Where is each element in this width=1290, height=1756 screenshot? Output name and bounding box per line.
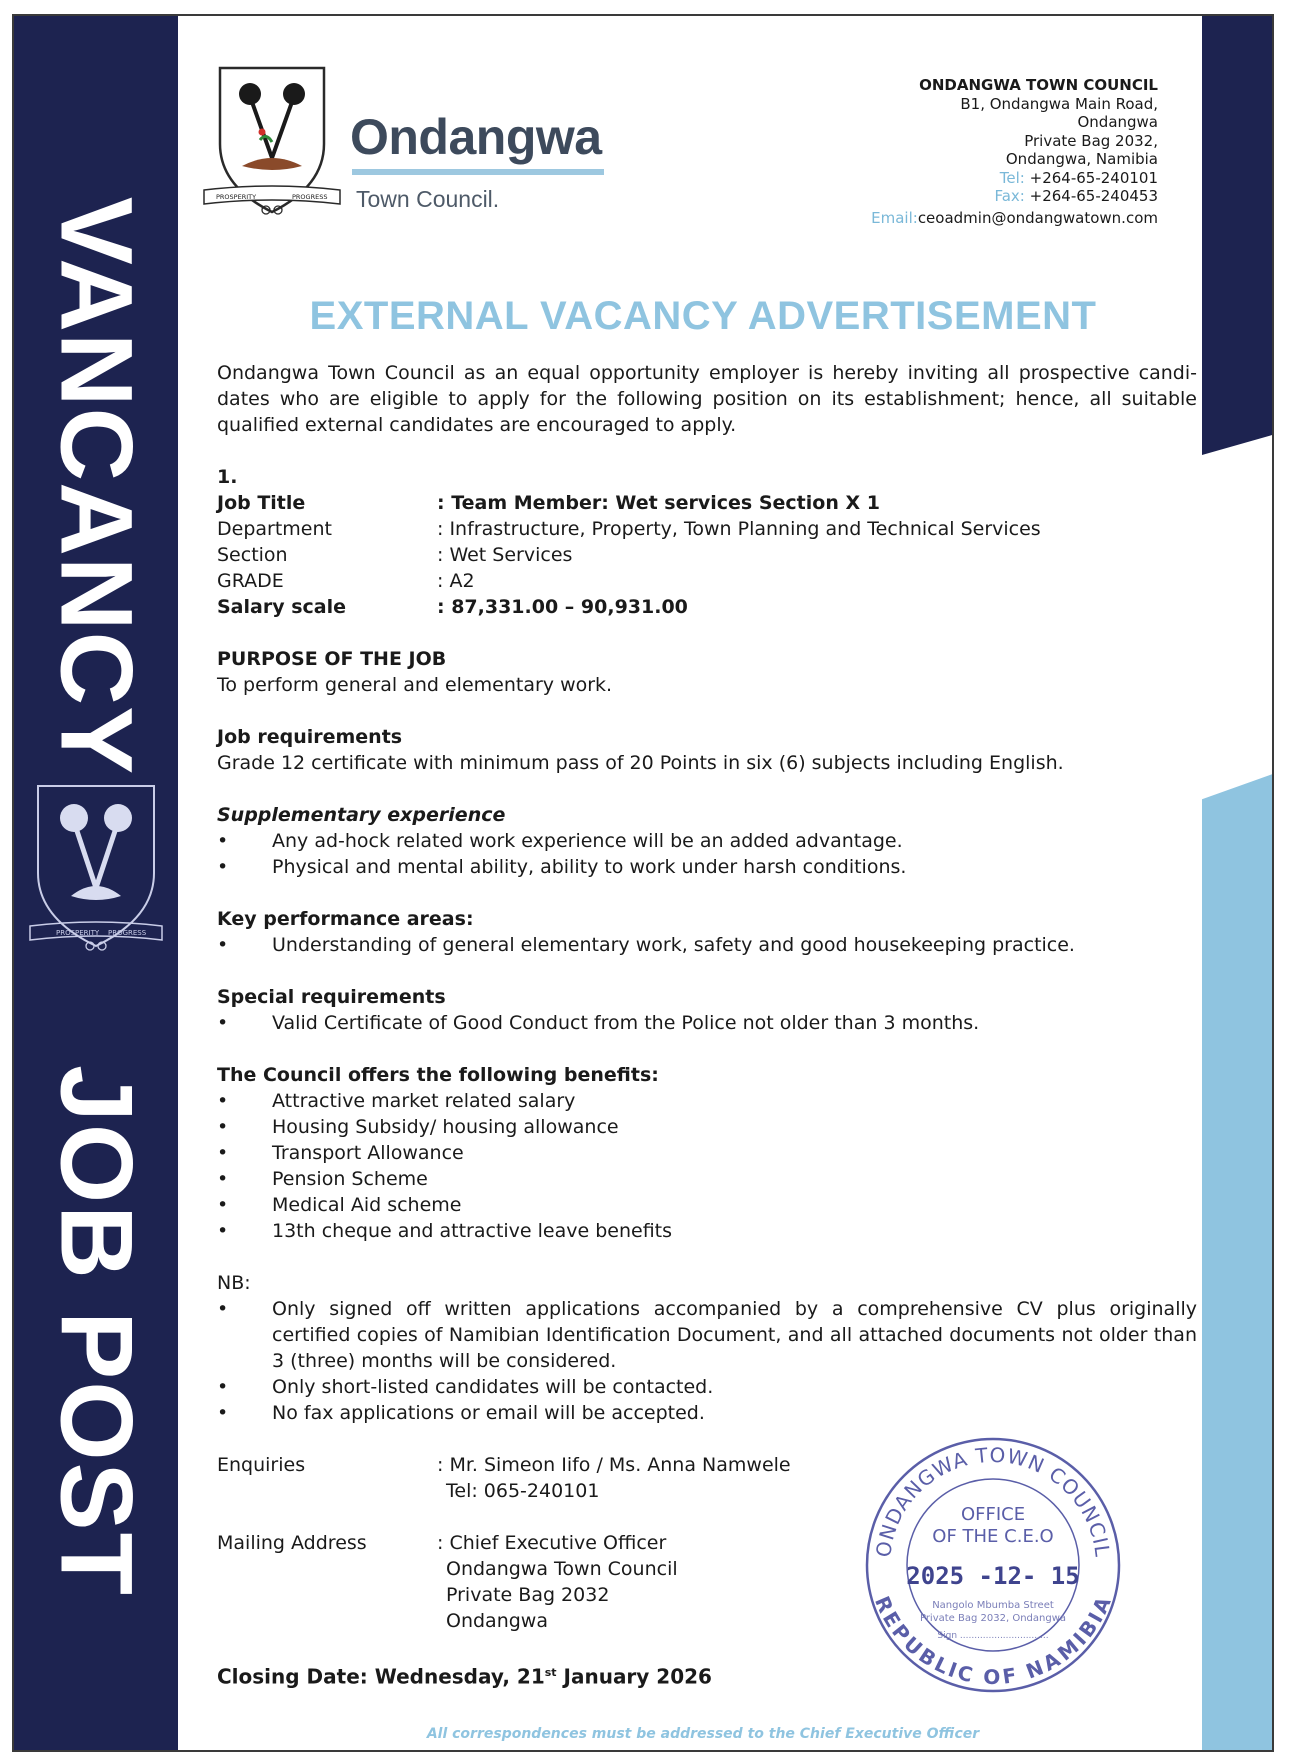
bullet-icon: • bbox=[217, 1012, 229, 1034]
bullet-icon: • bbox=[217, 1220, 229, 1242]
council-logo bbox=[202, 62, 622, 232]
closing-date-suffix-sup: st bbox=[544, 1666, 557, 1679]
position-field-row bbox=[217, 542, 1197, 568]
kpa-heading: Key performance areas: bbox=[217, 908, 474, 930]
address-line: B1, Ondangwa Main Road, bbox=[960, 94, 1158, 113]
position-fields bbox=[217, 490, 1197, 620]
closing-date-suffix: January 2026 bbox=[556, 1664, 712, 1689]
address-org: ONDANGWA TOWN COUNCIL bbox=[919, 76, 1158, 94]
band-crest-motto-right: PROGRESS bbox=[108, 929, 147, 937]
bullet-icon: • bbox=[217, 1402, 229, 1424]
list-item bbox=[217, 1192, 1197, 1218]
enquiries-tel: Tel: 065-240101 bbox=[446, 1480, 600, 1502]
list-item-text: Valid Certificate of Good Conduct from the Police not older than 3 months. bbox=[272, 1012, 980, 1034]
benefits-list bbox=[217, 1088, 1197, 1244]
page-frame bbox=[12, 14, 1274, 1752]
position-field-row bbox=[217, 490, 1197, 516]
logo-motto-right: PROGRESS bbox=[292, 193, 328, 201]
page-title: EXTERNAL VACANCY ADVERTISEMENT bbox=[309, 294, 1097, 338]
requirements-heading: Job requirements bbox=[217, 726, 403, 748]
list-item bbox=[217, 1296, 1197, 1374]
tel-label: Tel: bbox=[999, 168, 1025, 187]
position-field-value: : Wet Services bbox=[437, 544, 573, 566]
logo-subtitle: Town Council. bbox=[356, 186, 500, 212]
list-item bbox=[217, 1010, 1197, 1036]
list-item-text: Pension Scheme bbox=[272, 1168, 428, 1190]
list-item-text: Medical Aid scheme bbox=[272, 1194, 462, 1216]
left-band bbox=[14, 16, 178, 1750]
intro-paragraph: Ondangwa Town Council as an equal opportunity employer is hereby inviting all prospective candi- dates who are eligible to apply for the following position on its establishment; hence, all suitable qualified external candidates are encouraged to apply. bbox=[217, 362, 1197, 436]
mailing-line: Ondangwa bbox=[446, 1610, 548, 1632]
council-crest-icon bbox=[202, 62, 342, 227]
logo-name: Ondangwa bbox=[350, 109, 602, 165]
stamp-bottom-arc: REPUBLIC OF NAMIBIA bbox=[870, 1592, 1116, 1689]
requirements-text: Grade 12 certificate with minimum pass of 20 Points in six (6) subjects including English. bbox=[217, 752, 1064, 774]
position-field-value: : 87,331.00 – 90,931.00 bbox=[437, 596, 688, 618]
mailing-line: Private Bag 2032 bbox=[446, 1584, 610, 1606]
stamp-top-arc: ONDANGWA TOWN COUNCIL bbox=[871, 1442, 1115, 1559]
enquiries-label: Enquiries bbox=[217, 1454, 306, 1476]
mailing-line: : Chief Executive Officer bbox=[437, 1532, 667, 1554]
nb-heading: NB: bbox=[217, 1272, 251, 1294]
position-field-value: : A2 bbox=[437, 570, 475, 592]
list-item-text: Understanding of general elementary work, safety and good housekeeping practice. bbox=[272, 934, 1075, 956]
benefits-heading: The Council offers the following benefits: bbox=[217, 1064, 659, 1086]
list-item-text: Housing Subsidy/ housing allowance bbox=[272, 1116, 619, 1138]
list-item-text: 13th cheque and attractive leave benefits bbox=[272, 1220, 673, 1242]
list-item bbox=[217, 1088, 1197, 1114]
bullet-icon: • bbox=[217, 1376, 229, 1398]
list-item bbox=[217, 932, 1197, 958]
list-item-text: Attractive market related salary bbox=[272, 1090, 576, 1112]
stamp-street: Nangolo Mbumba Street bbox=[932, 1600, 1054, 1611]
email-label: Email: bbox=[871, 208, 918, 227]
position-field-row bbox=[217, 594, 1197, 620]
address-line: Private Bag 2032, bbox=[1024, 131, 1158, 150]
stamp-date: 2025 -12- 15 bbox=[906, 1562, 1080, 1590]
address-block bbox=[871, 76, 1158, 227]
position-field-label: Department bbox=[217, 518, 332, 540]
position-field-label: Section bbox=[217, 544, 288, 566]
list-item-text: Transport Allowance bbox=[272, 1142, 464, 1164]
list-item bbox=[217, 1166, 1197, 1192]
nb-list bbox=[217, 1296, 1197, 1426]
closing-date-prefix: Closing Date: Wednesday, 21 bbox=[217, 1664, 545, 1689]
list-item-text: Any ad-hock related work experience will be an added advantage. bbox=[272, 830, 903, 852]
official-stamp bbox=[862, 1434, 1124, 1696]
bullet-icon: • bbox=[217, 830, 229, 852]
vertical-job-post-text: JOB POST bbox=[39, 1065, 154, 1597]
bullet-icon: • bbox=[217, 856, 229, 878]
enquiries-value: : Mr. Simeon Iifo / Ms. Anna Namwele bbox=[437, 1454, 791, 1476]
position-field-label: Salary scale bbox=[217, 596, 347, 618]
stamp-bag: Private Bag 2032, Ondangwa bbox=[919, 1613, 1067, 1624]
list-item bbox=[217, 854, 1197, 880]
list-item bbox=[217, 1374, 1197, 1400]
bullet-icon: • bbox=[217, 934, 229, 956]
list-item-text: Only signed off written applications accompanied by a comprehensive CV plus originally certified copies of Namibian Identification Document, and all attached documents not older than 3 (three) months will be considered. bbox=[272, 1298, 1197, 1372]
address-line: Ondangwa bbox=[1077, 113, 1158, 131]
position-number: 1. bbox=[217, 466, 238, 488]
purpose-text: To perform general and elementary work. bbox=[217, 674, 613, 696]
position-field-label: Job Title bbox=[217, 492, 306, 514]
band-crest-icon bbox=[26, 778, 166, 968]
bullet-icon: • bbox=[217, 1194, 229, 1216]
list-item-text: Physical and mental ability, ability to work under harsh conditions. bbox=[272, 856, 907, 878]
stamp-office-ceo: OF THE C.E.O bbox=[932, 1526, 1054, 1547]
logo-underline bbox=[352, 169, 604, 175]
fax-label: Fax: bbox=[994, 187, 1025, 205]
kpa-list bbox=[217, 932, 1197, 958]
stamp-sign: Sign ............................... bbox=[937, 1631, 1049, 1641]
vertical-vacancy-text: VANCANCY bbox=[39, 196, 154, 776]
supplementary-list bbox=[217, 828, 1197, 880]
bullet-icon: • bbox=[217, 1142, 229, 1164]
bullet-icon: • bbox=[217, 1116, 229, 1138]
stamp-office: OFFICE bbox=[960, 1504, 1026, 1525]
tel-value: +264-65-240101 bbox=[1029, 168, 1158, 187]
address-email bbox=[871, 209, 1158, 228]
right-decorative-stripe bbox=[1202, 16, 1272, 1750]
address-line: Ondangwa, Namibia bbox=[1005, 150, 1158, 168]
mailing-label: Mailing Address bbox=[217, 1532, 367, 1554]
footer-note: All correspondences must be addressed to the Chief Executive Officer bbox=[426, 1726, 980, 1742]
list-item bbox=[217, 1140, 1197, 1166]
supplementary-heading: Supplementary experience bbox=[217, 804, 506, 826]
list-item-text: No fax applications or email will be accepted. bbox=[272, 1402, 705, 1424]
band-crest-motto-left: PROSPERITY bbox=[56, 929, 100, 937]
email-value[interactable]: ceoadmin@ondangwatown.com bbox=[917, 208, 1158, 227]
bullet-icon: • bbox=[217, 1168, 229, 1190]
address-tel bbox=[871, 169, 1158, 188]
bullet-icon: • bbox=[217, 1090, 229, 1112]
list-item-text: Only short-listed candidates will be contacted. bbox=[272, 1376, 714, 1398]
list-item bbox=[217, 1114, 1197, 1140]
position-field-row bbox=[217, 516, 1197, 542]
bullet-icon: • bbox=[217, 1298, 229, 1320]
position-field-value: : Infrastructure, Property, Town Planning and Technical Services bbox=[437, 518, 1041, 540]
position-field-row bbox=[217, 568, 1197, 594]
special-heading: Special requirements bbox=[217, 986, 446, 1008]
list-item bbox=[217, 1218, 1197, 1244]
list-item bbox=[217, 828, 1197, 854]
position-field-label: GRADE bbox=[217, 570, 284, 592]
address-fax bbox=[871, 187, 1158, 206]
position-field-value: : Team Member: Wet services Section X 1 bbox=[437, 492, 880, 514]
purpose-heading: PURPOSE OF THE JOB bbox=[217, 648, 447, 670]
logo-motto-left: PROSPERITY bbox=[216, 193, 257, 201]
special-list bbox=[217, 1010, 1197, 1036]
mailing-line: Ondangwa Town Council bbox=[446, 1558, 678, 1580]
list-item bbox=[217, 1400, 1197, 1426]
fax-value: +264-65-240453 bbox=[1029, 187, 1158, 205]
